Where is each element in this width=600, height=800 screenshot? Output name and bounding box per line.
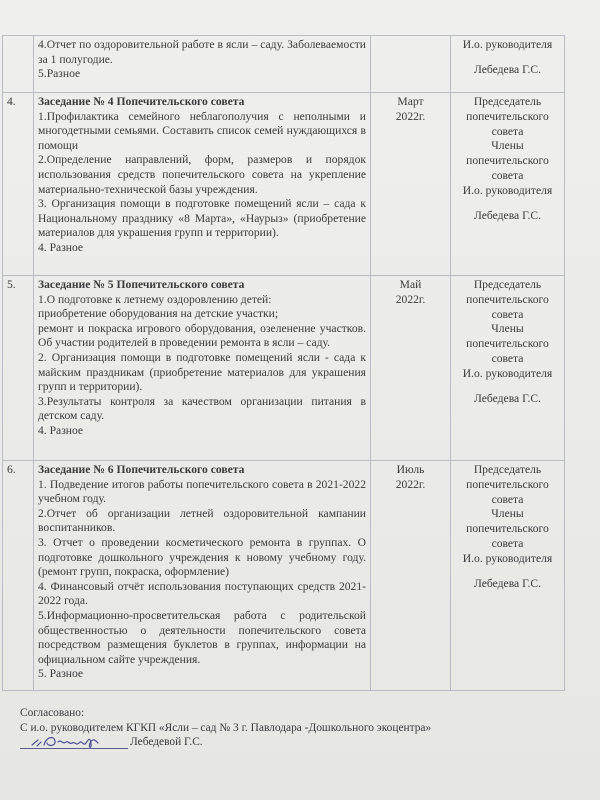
meeting-row	[3, 461, 565, 691]
agenda-item: 3. Организация помощи в подготовке помещений ясли – сада к Национальному празднику «8 Марта», «Наурыз» (приобретение материалов для украшения групп и территории).	[38, 197, 366, 240]
agenda-cell	[34, 93, 371, 276]
row-number: 4.	[3, 93, 34, 276]
responsible-text: попечительского	[466, 337, 549, 351]
responsible-text: попечительского	[466, 109, 549, 123]
date-text: Май	[399, 278, 422, 291]
responsible-text: попечительского	[466, 522, 549, 536]
approval-with-head: С и.о. руководителем КГКП «Ясли – сад № 3 г. Павлодара -Дошкольного экоцентра»	[20, 721, 432, 734]
responsible-text: Лебедева Г.С.	[473, 208, 541, 222]
agenda-item: 1.Профилактика семейного неблагополучия с неполными и многодетными семьями. Составить список семей нуждающихся в помощи	[38, 109, 366, 152]
responsible-text: И.о. руководителя	[462, 38, 553, 51]
agenda-item: 1. Подведение итогов работы попечительского совета в 2021-2022 учебном году.	[38, 477, 366, 506]
responsible-text: Председатель	[473, 463, 542, 476]
meeting-row	[3, 276, 565, 461]
date-cell	[371, 93, 451, 276]
agenda-item: 2.Определение направлений, форм, размеров и порядок использования средств попечительского совета на укрепление материально-технической базы учреждения.	[38, 153, 366, 196]
date-cell	[371, 461, 451, 691]
meeting-row	[3, 36, 565, 93]
date-cell	[371, 36, 451, 93]
responsible-text: совета	[491, 168, 524, 182]
agenda-item: 4. Разное	[38, 240, 84, 254]
council-meetings-table	[2, 35, 565, 691]
row-number	[3, 36, 34, 93]
responsible-text: Члены	[491, 507, 524, 521]
meeting-heading: Заседание № 4 Попечительского совета	[38, 95, 245, 108]
spacer	[455, 382, 560, 392]
agenda-item: 4. Финансовый отчёт использования поступающих средств 2021-2022 года.	[38, 579, 366, 608]
responsible-text: совета	[491, 492, 524, 506]
responsible-text: Члены	[491, 139, 524, 153]
date-cell	[371, 276, 451, 461]
agenda-item: 5. Разное	[38, 667, 84, 681]
date-text: Июль	[396, 463, 425, 476]
meeting-row	[3, 93, 565, 276]
responsible-text: совета	[491, 307, 524, 321]
agenda-item: 1.О подготовке к летнему оздоровлению детей:	[38, 292, 272, 306]
agenda-item: 5.Разное	[38, 67, 81, 81]
agenda-cell	[34, 276, 371, 461]
agenda-item: 3. Отчет о проведении косметического ремонта в группах. О подготовке дошкольного учреждения к новому учебному году. (ремонт групп, покраска, оформление)	[38, 535, 366, 579]
responsible-text: Председатель	[473, 278, 542, 291]
responsible-text: совета	[491, 536, 524, 550]
agenda-item: приобретение оборудования на детские участки;	[38, 307, 279, 321]
spacer	[455, 199, 560, 209]
signatory-name: Лебедевой Г.С.	[130, 736, 203, 749]
row-number: 6.	[3, 461, 34, 691]
responsible-text: совета	[491, 351, 524, 365]
responsible-text: Председатель	[473, 95, 542, 108]
spacer	[455, 567, 560, 577]
date-text: 2022г.	[395, 109, 426, 123]
agenda-item: ремонт и покраска игрового оборудования, озеленение участков. Об участии родителей в проведении ремонта в ясли – саду.	[38, 321, 366, 350]
signature-row	[20, 735, 431, 751]
responsible-text: Члены	[491, 322, 524, 336]
agenda-item: 2. Организация помощи в подготовке помещений ясли - сада к майским праздникам (приобретение материалов для украшения групп и территории).	[38, 350, 366, 394]
meeting-heading: Заседание № 6 Попечительского совета	[38, 463, 245, 476]
responsible-cell	[451, 93, 565, 276]
agenda-item: 4. Разное	[38, 423, 84, 437]
date-text: 2022г.	[395, 477, 426, 491]
date-text: Март	[397, 95, 424, 108]
responsible-text: И.о. руководителя	[462, 366, 553, 380]
agenda-item: 3.Результаты контроля за качеством организации питания в детском саду.	[38, 394, 366, 423]
agenda-item: 5.Информационно-просветительская работа с родительской общественностью о деятельности попечительского совета посредством размещения буклетов в группах, информации на официальном сайте учреждения.	[38, 608, 366, 666]
responsible-text: Лебедева Г.С.	[473, 62, 541, 76]
signature-line	[20, 748, 128, 749]
approval-block	[20, 706, 431, 751]
agenda-item: 2.Отчет об организации летней оздоровительной кампании воспитанников.	[38, 506, 366, 535]
responsible-text: совета	[491, 124, 524, 138]
responsible-text: Лебедева Г.С.	[473, 576, 541, 590]
responsible-text: попечительского	[466, 154, 549, 168]
responsible-cell	[451, 36, 565, 93]
responsible-cell	[451, 461, 565, 691]
responsible-text: попечительского	[466, 292, 549, 306]
responsible-text: попечительского	[466, 477, 549, 491]
responsible-text: И.о. руководителя	[462, 551, 553, 565]
meeting-heading: Заседание № 5 Попечительского совета	[38, 278, 245, 291]
row-number: 5.	[3, 276, 34, 461]
agenda-cell	[34, 36, 371, 93]
agenda-cell	[34, 461, 371, 691]
responsible-text: Лебедева Г.С.	[473, 391, 541, 405]
responsible-cell	[451, 276, 565, 461]
agreed-label: Согласовано:	[20, 707, 85, 719]
agenda-item: 4.Отчет по оздоровительной работе в ясли – саду. Заболеваемости за 1 полугодие.	[38, 38, 366, 66]
spacer	[455, 53, 560, 63]
date-text: 2022г.	[395, 292, 426, 306]
responsible-text: И.о. руководителя	[462, 183, 553, 197]
